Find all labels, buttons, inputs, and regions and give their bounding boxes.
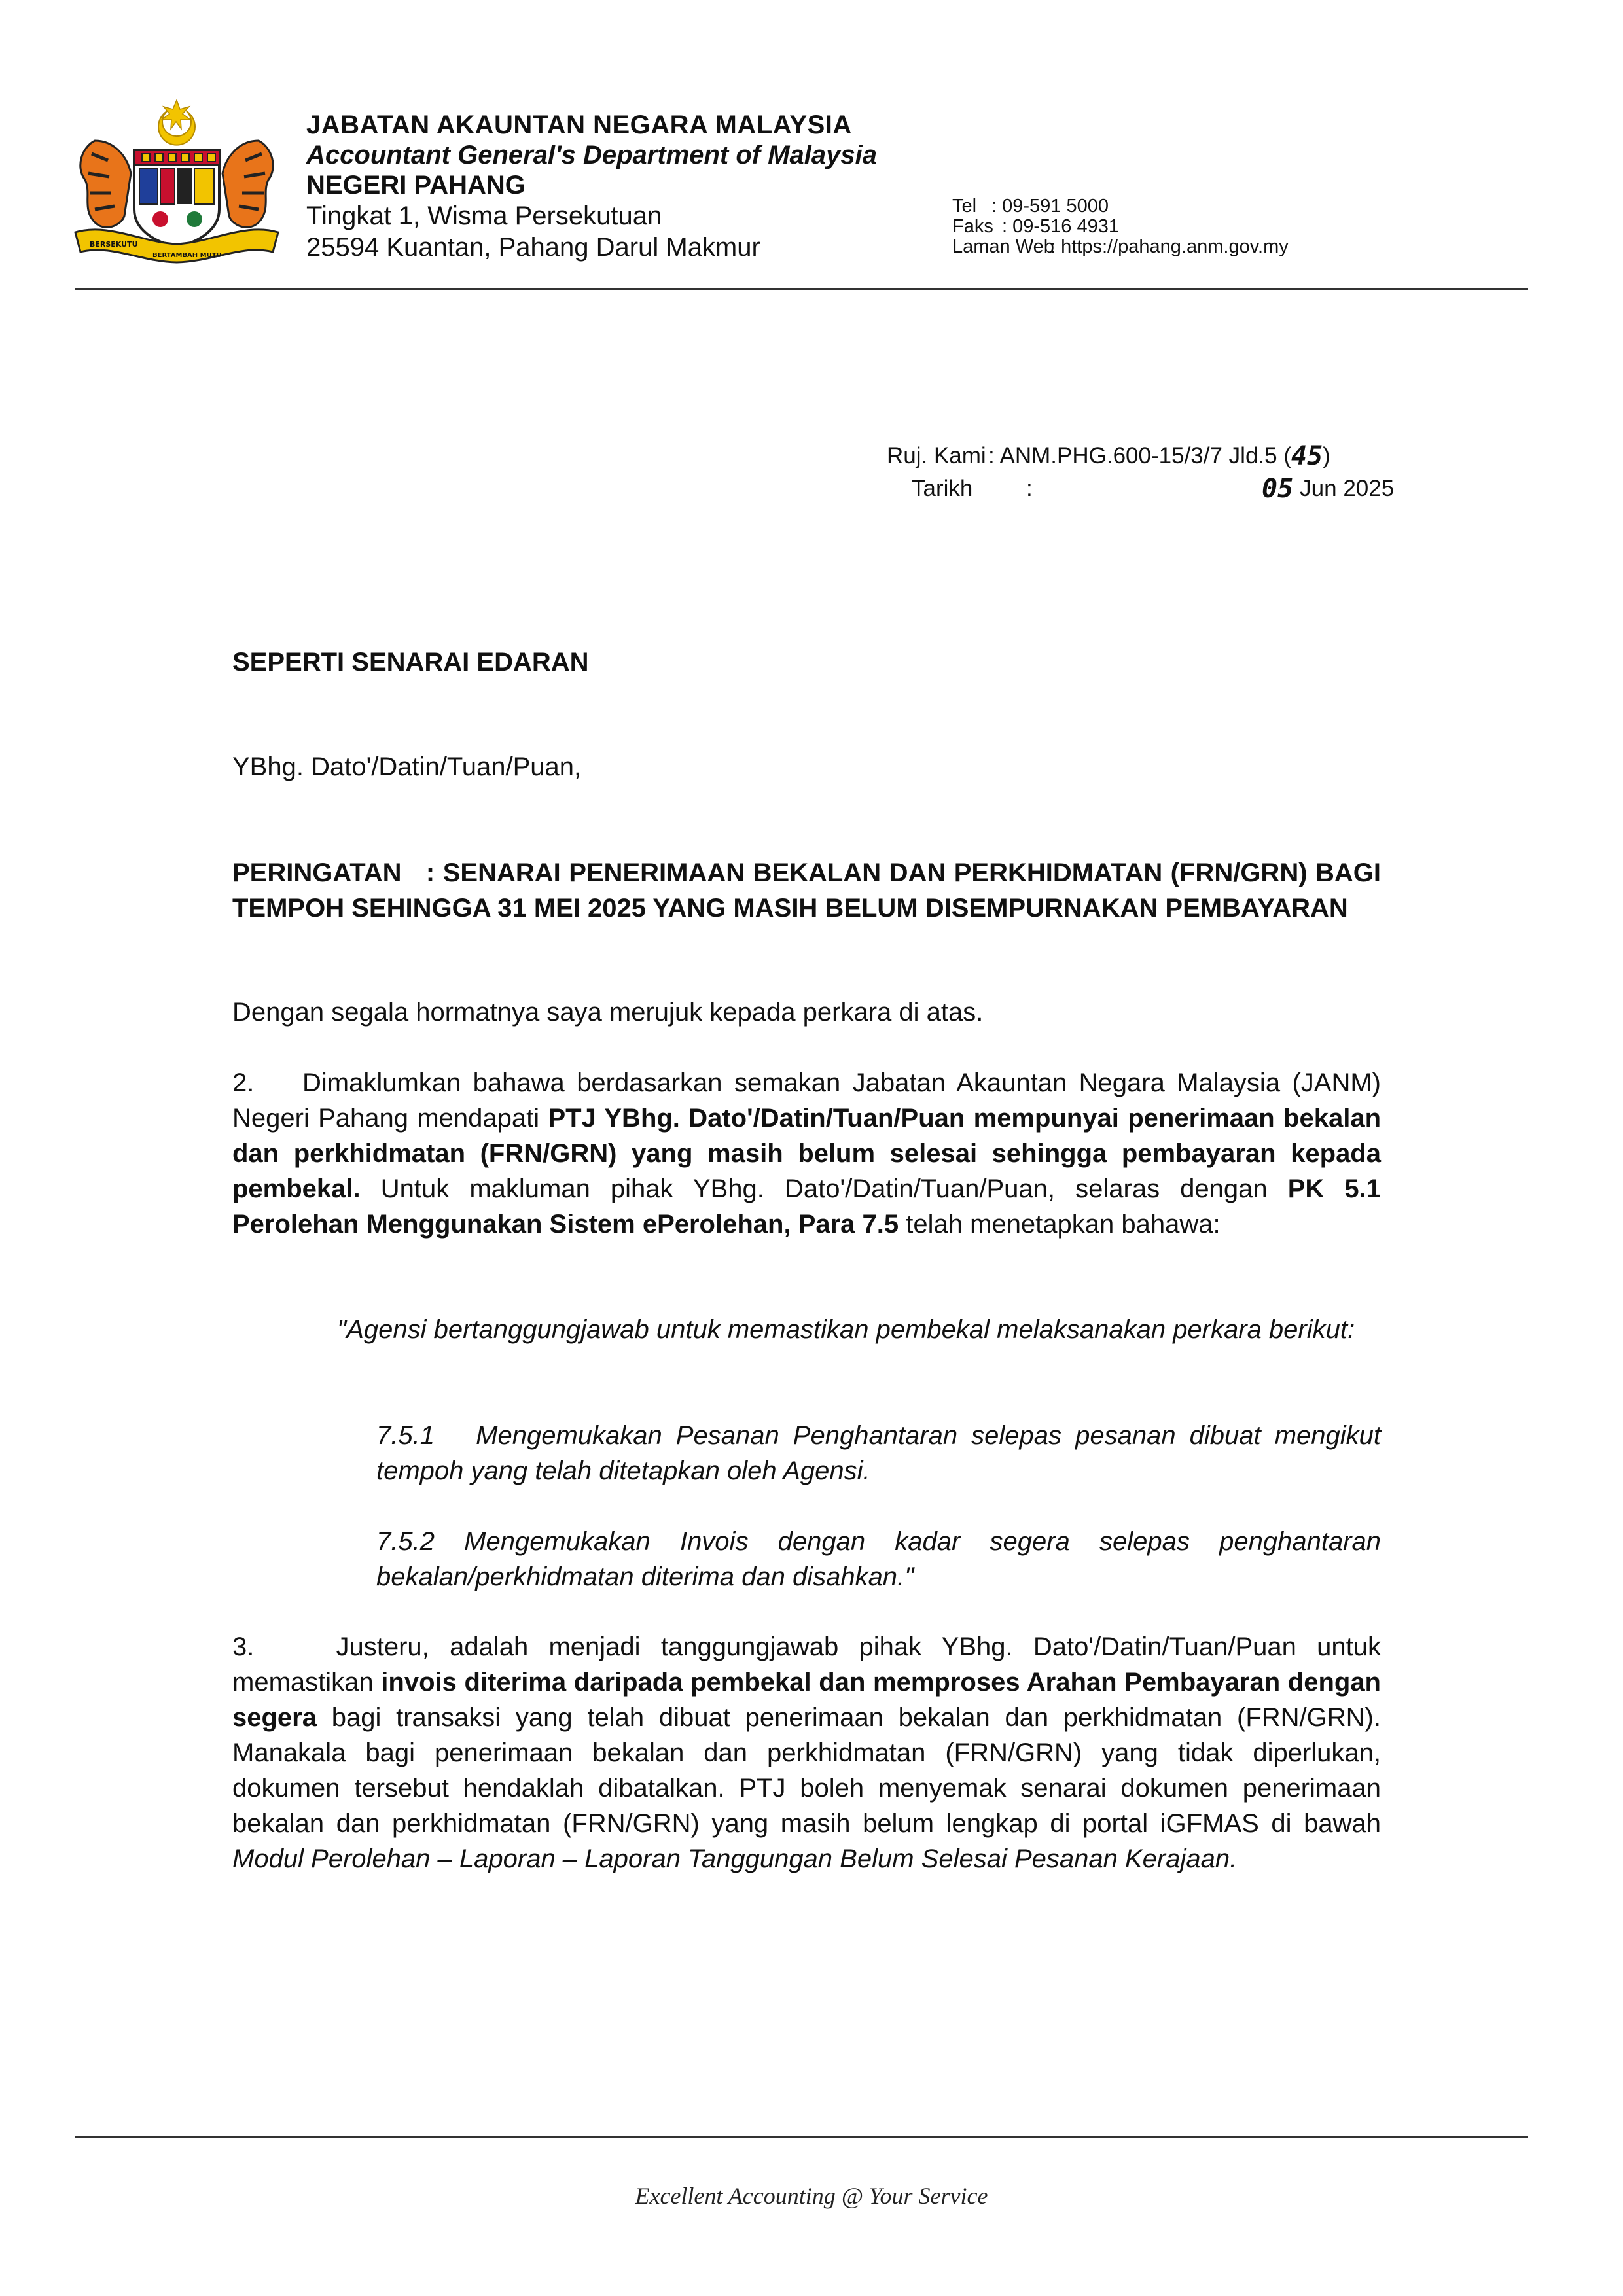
subject-label: PERINGATAN <box>232 858 402 887</box>
quote-intro: "Agensi bertanggungjawab untuk memastikan pembekal melaksanakan perkara berikut: <box>337 1315 1355 1344</box>
contact-web: Laman Web: https://pahang.anm.gov.my <box>952 236 1289 257</box>
reference-number-row: Ruj. Kami : ANM.PHG.600-15/3/7 Jld.5 ( 45 ) <box>887 441 1330 471</box>
date-label: Tarikh <box>912 476 973 501</box>
quote-item-7-5-2: 7.5.2 Mengemukakan Invois dengan kadar segera selepas penghantaran bekalan/perkhidmatan diterima dan disahkan." <box>376 1527 1381 1591</box>
subject-line <box>232 855 1381 926</box>
quote-item-7-5-1: 7.5.1 Mengemukakan Pesanan Penghantaran selepas pesanan dibuat mengikut tempoh yang telah ditetapkan oleh Agensi. <box>376 1421 1381 1485</box>
reference-value: : ANM.PHG.600-15/3/7 Jld.5 ( <box>988 443 1291 468</box>
coat-of-arms-logo <box>69 95 285 272</box>
letterhead-organization <box>306 110 961 263</box>
date-row: Tarikh : 05 Jun 2025 <box>887 472 1394 505</box>
coat-of-arms-icon <box>69 95 285 272</box>
contact-fax: Faks : 09-516 4931 <box>952 216 1119 237</box>
date-value: Jun 2025 <box>1300 476 1395 501</box>
footer-tagline: Excellent Accounting @ Your Service <box>635 2183 988 2209</box>
letterhead-contact <box>952 196 1289 257</box>
reference-label: Ruj. Kami <box>887 443 986 468</box>
reference-handwritten-number: 45 <box>1291 441 1323 471</box>
svg-text:BERTAMBAH MUTU: BERTAMBAH MUTU <box>152 252 222 259</box>
date-handwritten-day: 05 <box>1262 474 1294 504</box>
footer-divider <box>75 2136 1528 2138</box>
paragraph-2-emphasis-1: PTJ YBhg. Dato'/Datin/Tuan/Puan mempunyai penerimaan bekalan dan perkhidmatan (FRN/GRN) yang masih belum selesai sehingga pembayaran kepada pembekal. <box>232 1104 1381 1203</box>
paragraph-2: 2. Dimaklumkan bahawa berdasarkan semakan Jabatan Akauntan Negara Malaysia (JANM) Negeri Pahang mendapati PTJ YBhg. Dato'/Datin/Tuan/Puan mempunyai penerimaan bekalan dan perkhidmatan (FRN/GRN) yang masih belum selesai sehingga pembayaran kepada pembekal. Untuk makluman pihak YBhg. Dato'/Datin/Tuan/Puan, selaras dengan PK 5.1 Perolehan Menggunakan Sistem ePerolehan, Para 7.5 telah menetapkan bahawa: <box>232 1069 1381 1239</box>
address-line-2: 25594 Kuantan, Pahang Darul Makmur <box>306 233 760 262</box>
subject-text: : SENARAI PENERIMAAN BEKALAN DAN PERKHIDMATAN (FRN/GRN) BAGI TEMPOH SEHINGGA 31 MEI 2025 YANG MASIH BELUM DISEMPURNAKAN PEMBAYARAN <box>232 858 1381 923</box>
address-line-1: Tingkat 1, Wisma Persekutuan <box>306 202 662 230</box>
department-name-english: Accountant General's Department of Malaysia <box>306 141 877 169</box>
paragraph-2-emphasis-2: PK 5.1 Perolehan Menggunakan Sistem ePerolehan, Para 7.5 <box>232 1174 1381 1239</box>
letterhead-divider <box>75 288 1528 290</box>
paragraph-1: Dengan segala hormatnya saya merujuk kepada perkara di atas. <box>232 998 984 1027</box>
paragraph-3-module-path: Modul Perolehan – Laporan – Laporan Tanggungan Belum Selesai Pesanan Kerajaan. <box>232 1845 1238 1873</box>
addressee: SEPERTI SENARAI EDARAN <box>232 648 589 677</box>
branch-name: NEGERI PAHANG <box>306 171 526 200</box>
department-name-malay: JABATAN AKAUNTAN NEGARA MALAYSIA <box>306 111 852 139</box>
paragraph-3-emphasis: invois diterima daripada pembekal dan memproses Arahan Pembayaran dengan segera <box>232 1668 1381 1732</box>
contact-tel: Tel : 09-591 5000 <box>952 196 1109 217</box>
svg-text:BERSEKUTU: BERSEKUTU <box>90 240 138 249</box>
salutation: YBhg. Dato'/Datin/Tuan/Puan, <box>232 752 582 781</box>
reference-block <box>887 440 1394 505</box>
paragraph-3: 3. Justeru, adalah menjadi tanggungjawab pihak YBhg. Dato'/Datin/Tuan/Puan untuk memastikan invois diterima daripada pembekal dan memproses Arahan Pembayaran dengan segera bagi transaksi yang telah dibuat penerimaan bekalan dan perkhidmatan (FRN/GRN). Manakala bagi penerimaan bekalan dan perkhidmatan (FRN/GRN) yang tidak diperlukan, dokumen tersebut hendaklah dibatalkan. PTJ boleh menyemak senarai dokumen penerimaan bekalan dan perkhidmatan (FRN/GRN) yang masih belum lengkap di portal iGFMAS di bawah Modul Perolehan – Laporan – Laporan Tanggungan Belum Selesai Pesanan Kerajaan. <box>232 1633 1381 1873</box>
